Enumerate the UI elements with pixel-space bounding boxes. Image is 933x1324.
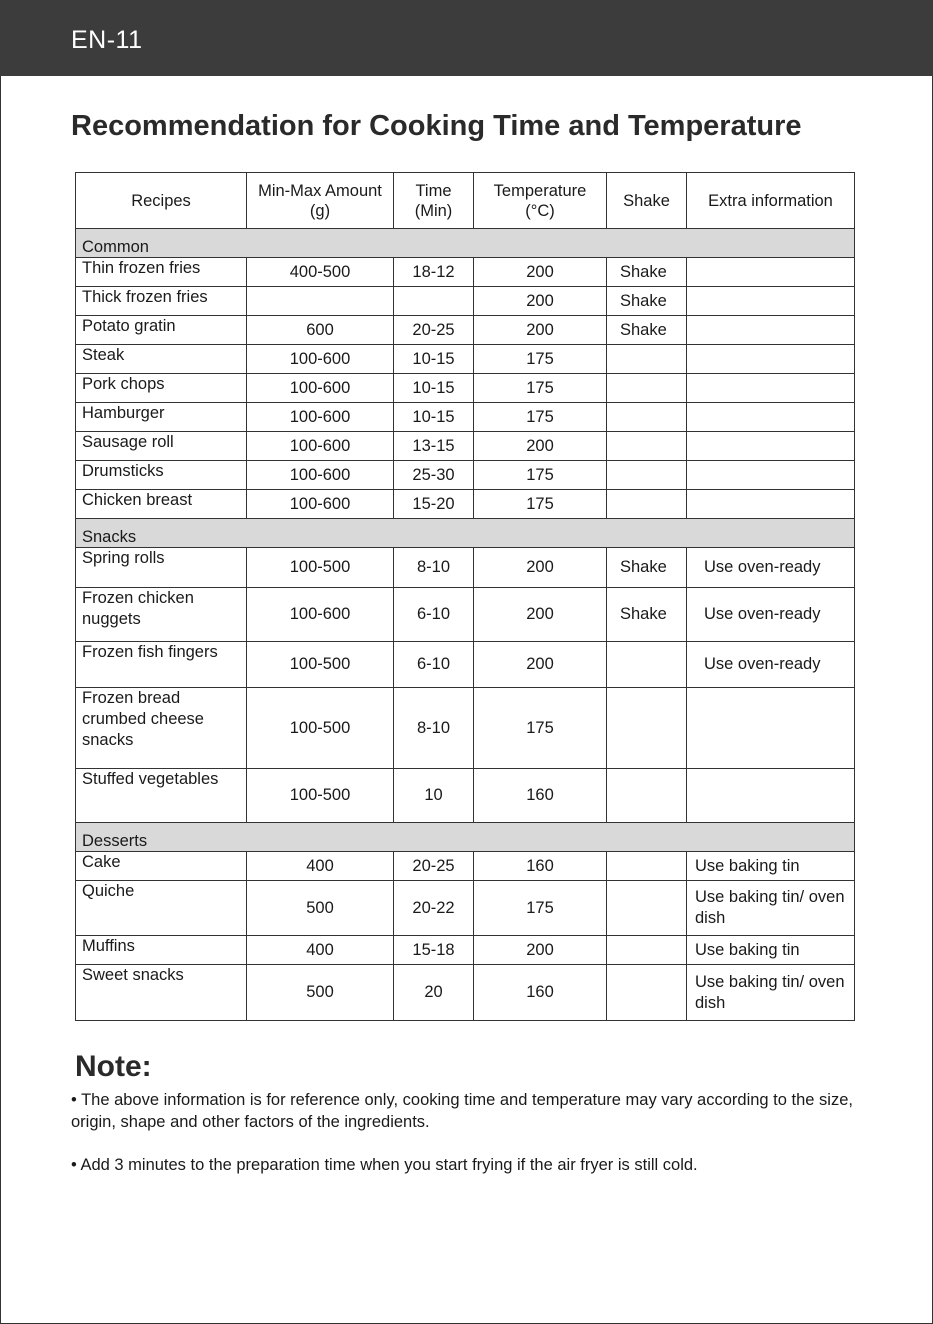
cell-recipe: Drumsticks bbox=[76, 461, 247, 490]
col-header-amount: Min-Max Amount (g) bbox=[247, 173, 394, 229]
col-header-recipes: Recipes bbox=[76, 173, 247, 229]
section-row-desserts bbox=[76, 823, 855, 852]
cell-time: 10-15 bbox=[394, 345, 474, 374]
cell-time: 15-20 bbox=[394, 490, 474, 519]
cell-amount: 400 bbox=[247, 936, 394, 965]
cell-recipe: Frozen chicken nuggets bbox=[76, 588, 247, 642]
cell-shake bbox=[607, 852, 687, 881]
cell-amount: 100-600 bbox=[247, 432, 394, 461]
cell-recipe: Steak bbox=[76, 345, 247, 374]
cell-shake bbox=[607, 345, 687, 374]
cell-shake bbox=[607, 688, 687, 769]
col-header-time: Time (Min) bbox=[394, 173, 474, 229]
cell-extra bbox=[687, 258, 855, 287]
cell-temperature: 200 bbox=[474, 316, 607, 345]
cell-extra bbox=[687, 345, 855, 374]
cell-temperature: 160 bbox=[474, 965, 607, 1021]
cell-temperature: 200 bbox=[474, 642, 607, 688]
cell-temperature: 175 bbox=[474, 345, 607, 374]
table-row bbox=[76, 965, 855, 1021]
cell-temperature: 175 bbox=[474, 461, 607, 490]
cell-amount: 100-600 bbox=[247, 461, 394, 490]
cell-recipe: Stuffed vegetables bbox=[76, 769, 247, 823]
cell-recipe: Frozen bread crumbed cheese snacks bbox=[76, 688, 247, 769]
cell-shake bbox=[607, 432, 687, 461]
cell-shake bbox=[607, 881, 687, 936]
cell-amount: 100-600 bbox=[247, 345, 394, 374]
cell-amount: 100-500 bbox=[247, 642, 394, 688]
cell-recipe: Thin frozen fries bbox=[76, 258, 247, 287]
table-row bbox=[76, 642, 855, 688]
cell-time: 20-25 bbox=[394, 852, 474, 881]
cell-amount bbox=[247, 287, 394, 316]
cell-time: 10 bbox=[394, 769, 474, 823]
section-label: Snacks bbox=[76, 519, 855, 548]
cell-amount: 400 bbox=[247, 852, 394, 881]
cell-shake: Shake bbox=[607, 548, 687, 588]
cell-temperature: 175 bbox=[474, 881, 607, 936]
cooking-table bbox=[75, 172, 855, 1021]
cell-extra: Use baking tin bbox=[687, 936, 855, 965]
cell-time bbox=[394, 287, 474, 316]
cell-extra: Use baking tin/ oven dish bbox=[687, 881, 855, 936]
cell-shake: Shake bbox=[607, 316, 687, 345]
section-label: Desserts bbox=[76, 823, 855, 852]
table-row bbox=[76, 374, 855, 403]
col-header-temperature: Temperature (°C) bbox=[474, 173, 607, 229]
table-header-row bbox=[76, 173, 855, 229]
cell-time: 20-22 bbox=[394, 881, 474, 936]
cell-amount: 400-500 bbox=[247, 258, 394, 287]
table-row bbox=[76, 287, 855, 316]
cell-extra bbox=[687, 432, 855, 461]
cell-shake bbox=[607, 374, 687, 403]
page-title: Recommendation for Cooking Time and Temperature bbox=[71, 110, 802, 142]
cell-amount: 100-600 bbox=[247, 374, 394, 403]
table-row bbox=[76, 345, 855, 374]
cell-shake: Shake bbox=[607, 588, 687, 642]
cell-temperature: 200 bbox=[474, 432, 607, 461]
cell-shake bbox=[607, 936, 687, 965]
cell-recipe: Potato gratin bbox=[76, 316, 247, 345]
cell-shake bbox=[607, 642, 687, 688]
cell-shake: Shake bbox=[607, 258, 687, 287]
cell-shake bbox=[607, 403, 687, 432]
section-row-snacks bbox=[76, 519, 855, 548]
cell-amount: 100-600 bbox=[247, 490, 394, 519]
cell-temperature: 200 bbox=[474, 258, 607, 287]
cell-temperature: 160 bbox=[474, 852, 607, 881]
cell-extra: Use oven-ready bbox=[687, 548, 855, 588]
cell-temperature: 160 bbox=[474, 769, 607, 823]
cell-recipe: Cake bbox=[76, 852, 247, 881]
table-row bbox=[76, 936, 855, 965]
cell-amount: 100-500 bbox=[247, 769, 394, 823]
cell-temperature: 175 bbox=[474, 688, 607, 769]
header-bar bbox=[0, 0, 933, 76]
cell-extra bbox=[687, 374, 855, 403]
cell-temperature: 200 bbox=[474, 548, 607, 588]
cell-temperature: 200 bbox=[474, 936, 607, 965]
cell-recipe: Chicken breast bbox=[76, 490, 247, 519]
cell-recipe: Sweet snacks bbox=[76, 965, 247, 1021]
cell-amount: 100-500 bbox=[247, 548, 394, 588]
table-row bbox=[76, 490, 855, 519]
cell-extra: Use oven-ready bbox=[687, 588, 855, 642]
table-row bbox=[76, 461, 855, 490]
table-row bbox=[76, 688, 855, 769]
cell-shake bbox=[607, 490, 687, 519]
cell-extra: Use baking tin bbox=[687, 852, 855, 881]
table-row bbox=[76, 769, 855, 823]
cell-shake: Shake bbox=[607, 287, 687, 316]
cell-time: 6-10 bbox=[394, 642, 474, 688]
cell-time: 20-25 bbox=[394, 316, 474, 345]
cell-time: 25-30 bbox=[394, 461, 474, 490]
table-row bbox=[76, 258, 855, 287]
cell-recipe: Muffins bbox=[76, 936, 247, 965]
cell-amount: 500 bbox=[247, 965, 394, 1021]
cell-temperature: 200 bbox=[474, 588, 607, 642]
cell-extra bbox=[687, 316, 855, 345]
cell-recipe: Quiche bbox=[76, 881, 247, 936]
cell-amount: 100-500 bbox=[247, 688, 394, 769]
cell-recipe: Spring rolls bbox=[76, 548, 247, 588]
table-row bbox=[76, 316, 855, 345]
table-row bbox=[76, 881, 855, 936]
cell-recipe: Hamburger bbox=[76, 403, 247, 432]
cell-extra: Use oven-ready bbox=[687, 642, 855, 688]
cell-extra bbox=[687, 490, 855, 519]
cell-time: 18-12 bbox=[394, 258, 474, 287]
cell-temperature: 200 bbox=[474, 287, 607, 316]
cell-amount: 600 bbox=[247, 316, 394, 345]
cell-temperature: 175 bbox=[474, 403, 607, 432]
note-paragraph-1: • The above information is for reference only, cooking time and temperature may vary according to the size, origin, shape and other factors of the ingredients. bbox=[71, 1091, 853, 1131]
note-heading: Note: bbox=[75, 1050, 152, 1083]
cell-shake bbox=[607, 461, 687, 490]
cell-recipe: Pork chops bbox=[76, 374, 247, 403]
cell-extra bbox=[687, 769, 855, 823]
cell-extra bbox=[687, 287, 855, 316]
table-row bbox=[76, 432, 855, 461]
cell-shake bbox=[607, 965, 687, 1021]
cell-recipe: Sausage roll bbox=[76, 432, 247, 461]
cell-time: 8-10 bbox=[394, 688, 474, 769]
cell-extra bbox=[687, 403, 855, 432]
cell-temperature: 175 bbox=[474, 490, 607, 519]
cell-time: 10-15 bbox=[394, 374, 474, 403]
cell-recipe: Thick frozen fries bbox=[76, 287, 247, 316]
cell-temperature: 175 bbox=[474, 374, 607, 403]
note-paragraph-2: • Add 3 minutes to the preparation time when you start frying if the air fryer is still cold. bbox=[71, 1156, 698, 1174]
table-row bbox=[76, 403, 855, 432]
cell-recipe: Frozen fish fingers bbox=[76, 642, 247, 688]
table-row bbox=[76, 588, 855, 642]
col-header-shake: Shake bbox=[607, 173, 687, 229]
cell-time: 6-10 bbox=[394, 588, 474, 642]
cell-time: 10-15 bbox=[394, 403, 474, 432]
cell-amount: 500 bbox=[247, 881, 394, 936]
section-row-common bbox=[76, 229, 855, 258]
cell-shake bbox=[607, 769, 687, 823]
page-number: EN-11 bbox=[71, 26, 143, 54]
col-header-extra: Extra information bbox=[687, 173, 855, 229]
cell-time: 8-10 bbox=[394, 548, 474, 588]
cell-amount: 100-600 bbox=[247, 403, 394, 432]
cell-time: 13-15 bbox=[394, 432, 474, 461]
cell-extra: Use baking tin/ oven dish bbox=[687, 965, 855, 1021]
section-label: Common bbox=[76, 229, 855, 258]
cell-extra bbox=[687, 461, 855, 490]
cell-extra bbox=[687, 688, 855, 769]
cell-time: 20 bbox=[394, 965, 474, 1021]
table-body bbox=[76, 229, 855, 1021]
cell-amount: 100-600 bbox=[247, 588, 394, 642]
cell-time: 15-18 bbox=[394, 936, 474, 965]
table-row bbox=[76, 852, 855, 881]
table-row bbox=[76, 548, 855, 588]
